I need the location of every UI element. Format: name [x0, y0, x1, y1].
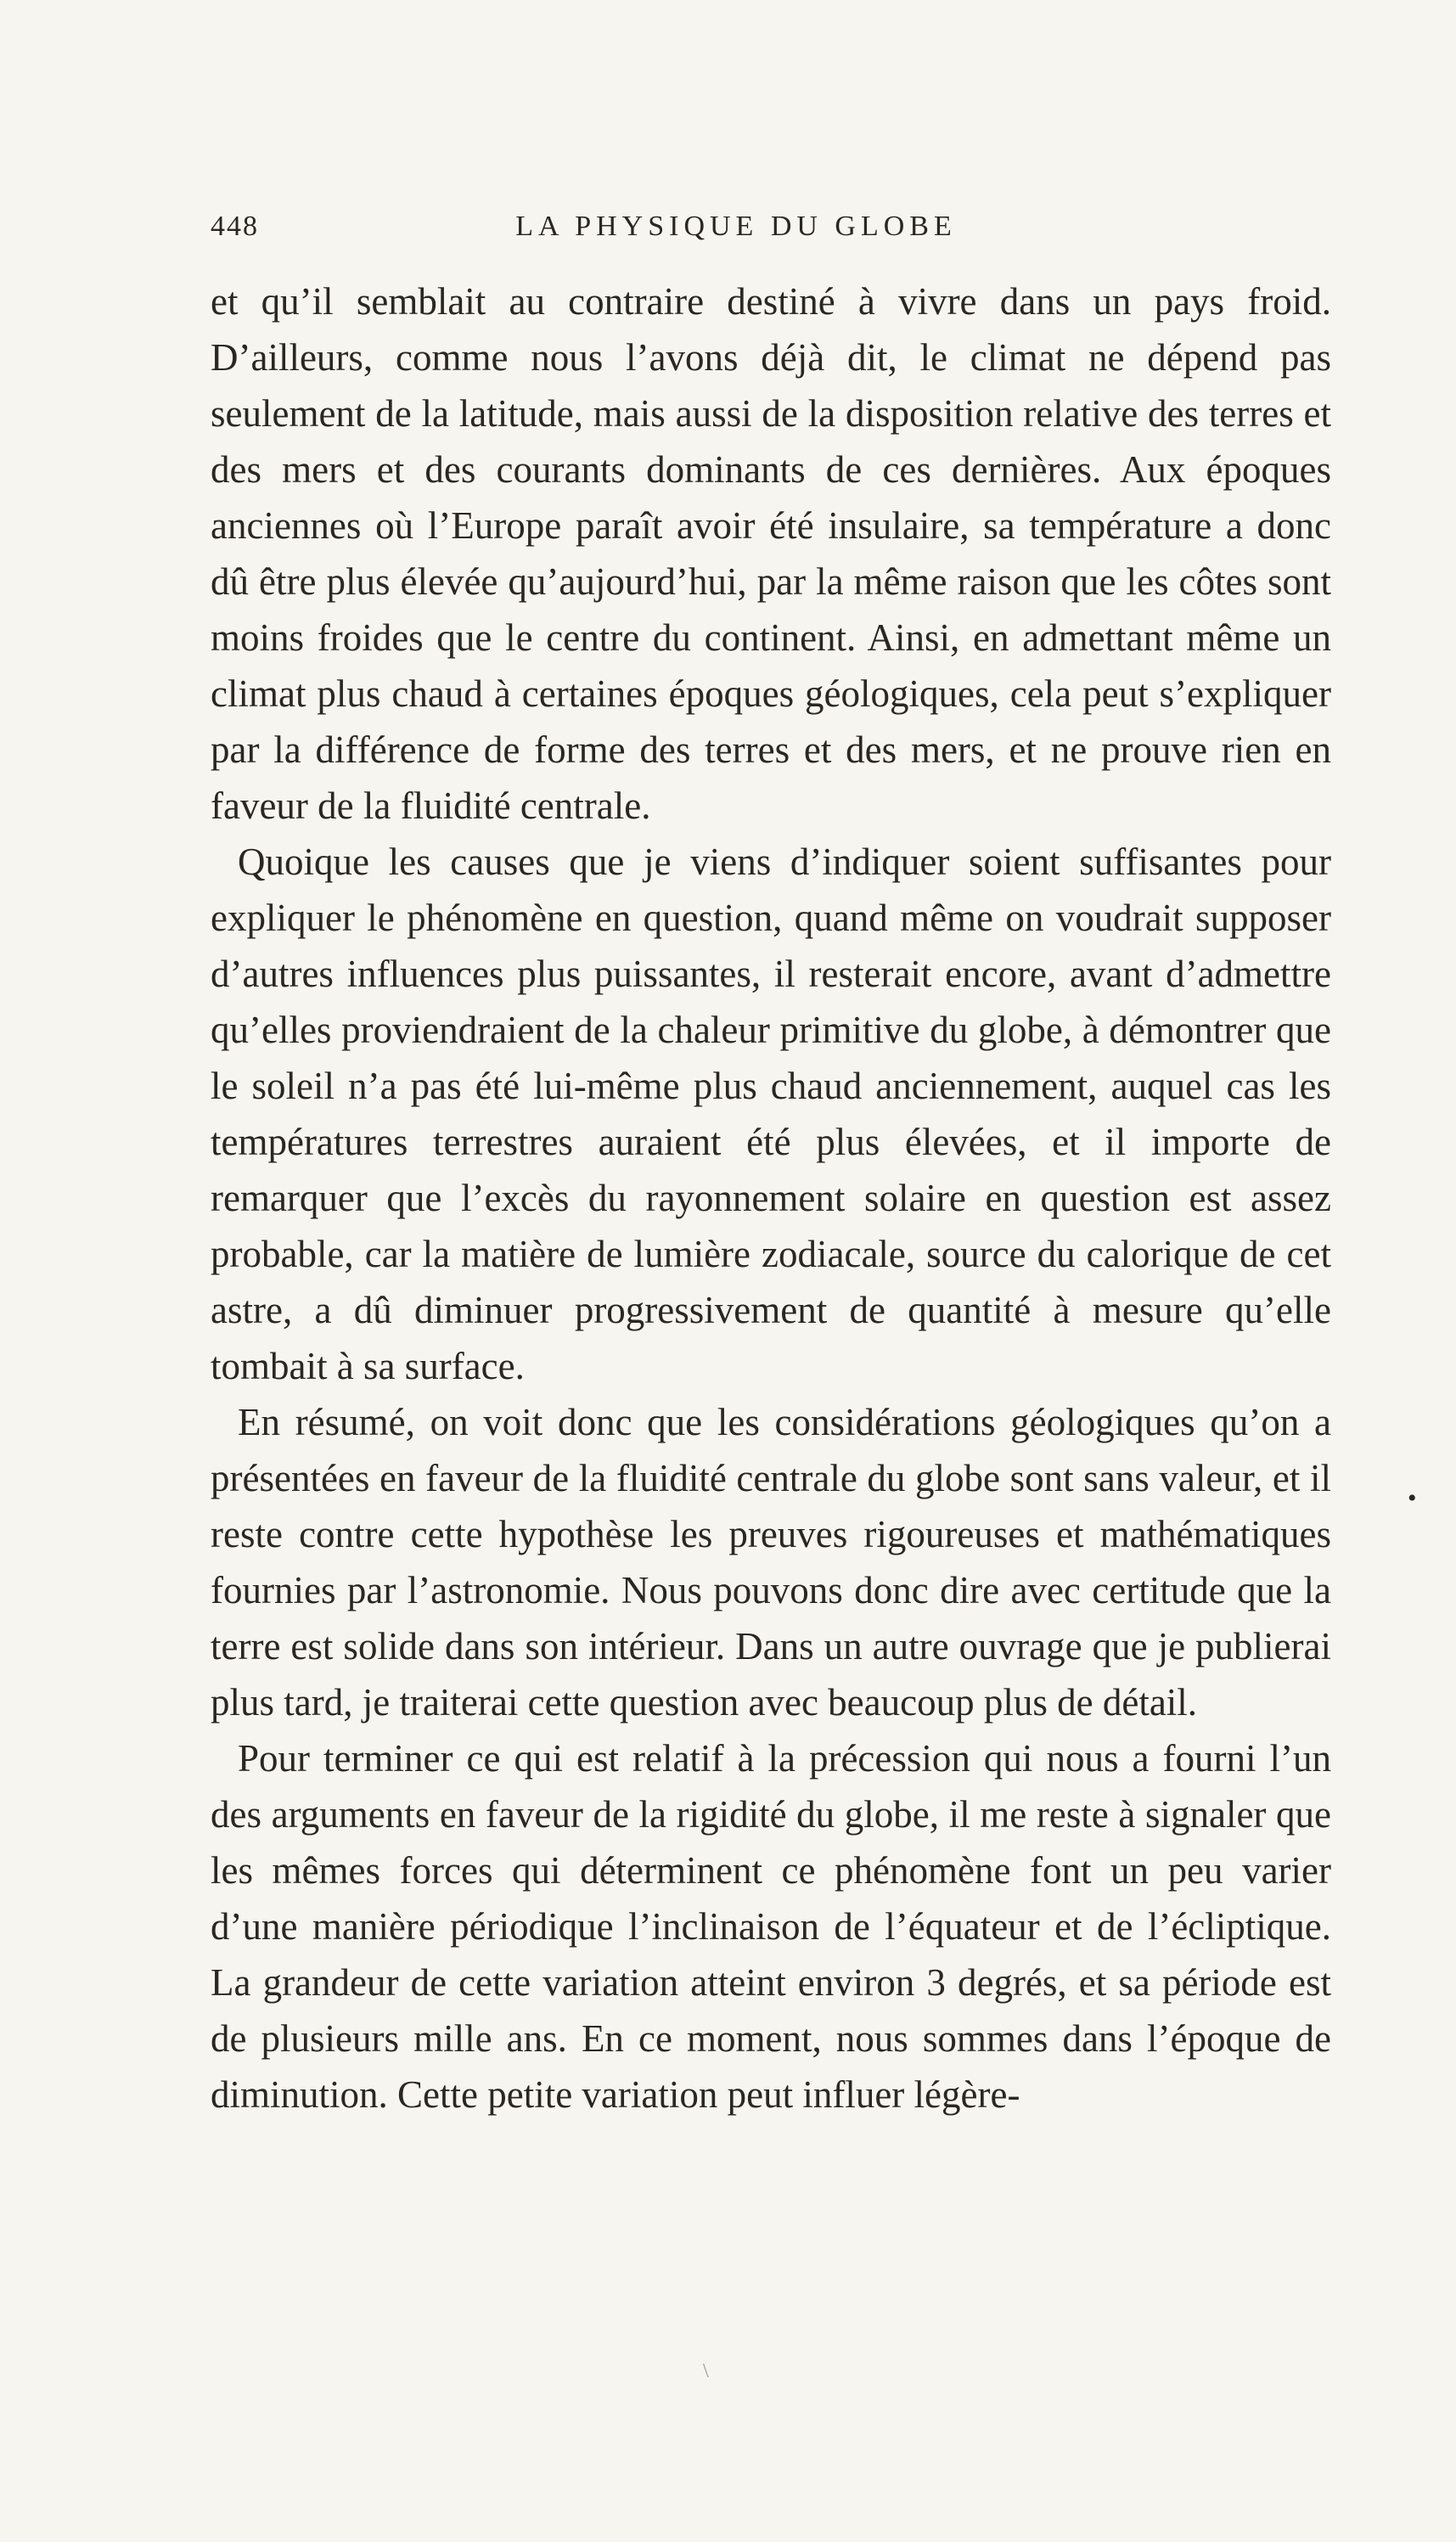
paragraph-quoique: Quoique les causes que je viens d’indiquer soient suffisantes pour expliquer le phénomène en question, quand même on voudrait supposer d’autres influences plus puissantes, il resterait encore, avant d’admettre qu’elles proviendraient de la chaleur primitive du globe, à démontrer que le soleil n’a pas été lui-même plus chaud anciennement, auquel cas les températures terrestres auraient été plus élevées, et il importe de remarquer que l’excès du rayonnement solaire en question est assez probable, car la matière de lumière zodiacale, source du calorique de cet astre, a dû diminuer progressivement de quantité à mesure qu’elle tombait à sa surface. [211, 841, 1331, 1387]
running-title: LA PHYSIQUE DU GLOBE [515, 211, 957, 242]
stray-mark: \ [703, 2360, 709, 2382]
margin-dot-mark: • [1408, 1484, 1417, 1512]
paragraph-pour-terminer: Pour terminer ce qui est relatif à la précession qui nous a fourni l’un des arguments en faveur de la rigidité du globe, il me reste à signaler que les mêmes forces qui déterminent ce phénomène font un peu varier d’une manière périodique l’inclinaison de l’équateur et de l’écliptique. La grandeur de cette variation atteint environ 3 degrés, et sa période est de plusieurs mille ans. En ce moment, nous sommes dans l’époque de diminution. Cette petite variation peut influer légère- [211, 1737, 1331, 2116]
page-header [211, 211, 1262, 253]
paragraph-en-resume: En résumé, on voit donc que les considérations géologiques qu’on a présentées en faveur de la fluidité centrale du globe sont sans valeur, et il reste contre cette hypothèse les preuves rigoureuses et mathématiques fournies par l’astronomie. Nous pouvons donc dire avec certitude que la terre est solide dans son intérieur. Dans un autre ouvrage que je publierai plus tard, je traiterai cette question avec beaucoup plus de détail. [211, 1401, 1331, 1724]
paragraph-continuation: et qu’il semblait au contraire destiné à vivre dans un pays froid. D’ailleurs, comme nous l’avons déjà dit, le climat ne dépend pas seulement de la latitude, mais aussi de la disposition relative des terres et des mers et des courants dominants de ces dernières. Aux époques anciennes où l’Europe paraît avoir été insulaire, sa température a donc dû être plus élevée qu’aujourd’hui, par la même raison que les côtes sont moins froides que le centre du continent. Ainsi, en admettant même un climat plus chaud à certaines époques géologiques, cela peut s’expliquer par la différence de forme des terres et des mers, et ne prouve rien en faveur de la fluidité centrale. [211, 280, 1331, 827]
page-number: 448 [211, 211, 259, 242]
body-text [211, 273, 1331, 2123]
